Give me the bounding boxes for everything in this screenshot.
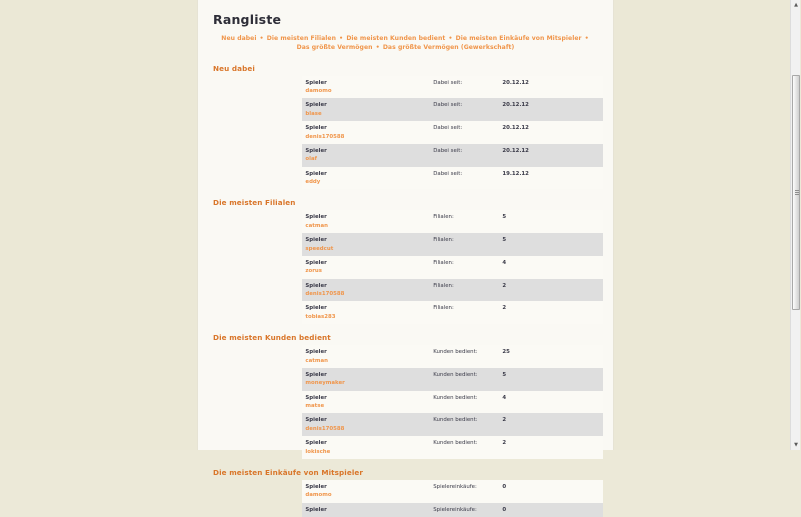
player-name-link[interactable]: tobias283 bbox=[305, 313, 336, 320]
player-cell bbox=[302, 98, 388, 121]
metric-value-cell bbox=[499, 256, 603, 279]
table-row bbox=[208, 503, 603, 517]
row-spacer bbox=[208, 144, 302, 167]
table-row bbox=[208, 210, 603, 233]
scroll-down-arrow-icon[interactable]: ▼ bbox=[794, 442, 798, 448]
metric-label-cell: Kunden bedient: bbox=[430, 413, 499, 436]
table-row bbox=[208, 301, 603, 324]
nav-link-3[interactable]: Die meisten Einkäufe von Mitspieler bbox=[455, 35, 582, 42]
player-cell bbox=[302, 391, 388, 414]
player-label: Spieler bbox=[305, 282, 327, 289]
table-row bbox=[208, 76, 603, 99]
player-label: Spieler bbox=[305, 349, 327, 356]
metric-value: 25 bbox=[502, 349, 510, 356]
row-spacer bbox=[208, 503, 302, 517]
row-spacer bbox=[208, 279, 302, 302]
player-label: Spieler bbox=[305, 506, 327, 513]
player-cell bbox=[302, 480, 388, 503]
metric-label-cell: Kunden bedient: bbox=[430, 368, 499, 391]
metric-value: 4 bbox=[502, 259, 507, 266]
player-name-link[interactable]: denis170588 bbox=[305, 425, 345, 432]
nav-link-5[interactable]: Das größte Vermögen (Gewerkschaft) bbox=[382, 43, 515, 51]
row-spacer bbox=[208, 413, 302, 436]
ranking-table-3 bbox=[208, 480, 603, 517]
metric-label-cell: Kunden bedient: bbox=[430, 436, 499, 459]
row-gap bbox=[389, 413, 430, 436]
table-row bbox=[208, 167, 603, 190]
metric-value-cell bbox=[499, 210, 603, 233]
metric-value-cell bbox=[499, 121, 603, 144]
metric-value: 2 bbox=[502, 305, 507, 312]
metric-label-cell: Filialen: bbox=[430, 210, 499, 233]
row-gap bbox=[389, 368, 430, 391]
section-heading-3: Die meisten Einkäufe von Mitspieler bbox=[213, 467, 364, 477]
row-spacer bbox=[208, 210, 302, 233]
scroll-up-arrow-icon[interactable]: ▲ bbox=[794, 2, 798, 8]
metric-label-cell: Spielereinkäufe: bbox=[430, 480, 499, 503]
player-cell bbox=[302, 167, 388, 190]
scrollbar-thumb-grip-icon bbox=[795, 190, 799, 195]
metric-value: 2 bbox=[502, 417, 507, 424]
table-row bbox=[208, 480, 603, 503]
metric-value: 20.12.12 bbox=[502, 102, 529, 109]
row-spacer bbox=[208, 368, 302, 391]
player-name-link[interactable]: matse bbox=[305, 403, 325, 410]
metric-label-cell: Filialen: bbox=[430, 233, 499, 256]
table-row bbox=[208, 98, 603, 121]
metric-value-cell bbox=[499, 480, 603, 503]
row-gap bbox=[389, 98, 430, 121]
metric-value: 5 bbox=[502, 214, 507, 221]
metric-label-cell: Dabei seit: bbox=[430, 76, 499, 99]
metric-value: 20.12.12 bbox=[502, 125, 529, 132]
table-row bbox=[208, 233, 603, 256]
metric-value-cell bbox=[499, 413, 603, 436]
metric-label-cell: Dabei seit: bbox=[430, 121, 499, 144]
row-spacer bbox=[208, 233, 302, 256]
row-gap bbox=[389, 233, 430, 256]
row-gap bbox=[389, 436, 430, 459]
table-row bbox=[208, 256, 603, 279]
section-heading-0: Neu dabei bbox=[213, 63, 255, 73]
row-gap bbox=[389, 144, 430, 167]
section-heading-1: Die meisten Filialen bbox=[213, 198, 296, 208]
metric-value-cell bbox=[499, 368, 603, 391]
metric-label-cell: Dabei seit: bbox=[430, 98, 499, 121]
row-spacer bbox=[208, 345, 302, 368]
player-name-link[interactable]: damomo bbox=[305, 88, 332, 95]
ranking-table-1 bbox=[208, 210, 603, 324]
player-cell bbox=[302, 279, 388, 302]
section-nav bbox=[208, 35, 603, 55]
metric-value-cell bbox=[499, 144, 603, 167]
table-row bbox=[208, 436, 603, 459]
player-cell bbox=[302, 256, 388, 279]
player-name-link[interactable]: lokische bbox=[305, 448, 331, 455]
metric-value: 5 bbox=[502, 371, 507, 378]
metric-value-cell bbox=[499, 345, 603, 368]
metric-value-cell bbox=[499, 279, 603, 302]
nav-separator: • bbox=[582, 35, 589, 42]
nav-separator: • bbox=[337, 35, 346, 42]
metric-value: 4 bbox=[502, 394, 507, 401]
metric-label-cell: Dabei seit: bbox=[430, 144, 499, 167]
metric-value-cell bbox=[499, 301, 603, 324]
nav-link-4[interactable]: Das größte Vermögen bbox=[296, 43, 373, 51]
metric-value: 2 bbox=[502, 440, 507, 447]
nav-separator: • bbox=[446, 35, 455, 42]
metric-value-cell bbox=[499, 98, 603, 121]
player-cell bbox=[302, 144, 388, 167]
metric-value: 0 bbox=[502, 483, 507, 490]
player-cell bbox=[302, 76, 388, 99]
metric-value: 19.12.12 bbox=[502, 170, 529, 177]
metric-value-cell bbox=[499, 76, 603, 99]
page-background-right bbox=[615, 0, 790, 450]
metric-value-cell bbox=[499, 436, 603, 459]
player-label: Spieler bbox=[305, 214, 327, 221]
table-row bbox=[208, 368, 603, 391]
ranking-table-0 bbox=[208, 76, 603, 190]
metric-value: 20.12.12 bbox=[502, 147, 529, 154]
metric-label-cell: Filialen: bbox=[430, 256, 499, 279]
row-spacer bbox=[208, 256, 302, 279]
row-gap bbox=[389, 121, 430, 144]
metric-label-cell: Kunden bedient: bbox=[430, 345, 499, 368]
player-cell bbox=[302, 413, 388, 436]
player-name-link[interactable]: moneymaker bbox=[305, 380, 345, 387]
player-cell bbox=[302, 368, 388, 391]
player-label: Spieler bbox=[305, 237, 327, 244]
player-label: Spieler bbox=[305, 79, 327, 86]
row-gap bbox=[389, 167, 430, 190]
player-label: Spieler bbox=[305, 305, 327, 312]
table-row bbox=[208, 121, 603, 144]
player-name-link[interactable]: denis170588 bbox=[305, 133, 345, 140]
row-spacer bbox=[208, 121, 302, 144]
row-spacer bbox=[208, 301, 302, 324]
metric-label-cell: Dabei seit: bbox=[430, 167, 499, 190]
player-name-link[interactable]: eddy bbox=[305, 179, 321, 186]
metric-label-cell: Filialen: bbox=[430, 279, 499, 302]
player-name-link[interactable]: blase bbox=[305, 110, 322, 117]
metric-value: 0 bbox=[502, 506, 507, 513]
row-spacer bbox=[208, 98, 302, 121]
row-spacer bbox=[208, 480, 302, 503]
player-name-link[interactable]: damomo bbox=[305, 492, 332, 499]
row-gap bbox=[389, 210, 430, 233]
player-name-link[interactable]: speedcut bbox=[305, 245, 334, 252]
player-name-link[interactable]: denis170588 bbox=[305, 291, 345, 298]
metric-value-cell bbox=[499, 167, 603, 190]
player-cell bbox=[302, 436, 388, 459]
metric-label-cell: Filialen: bbox=[430, 301, 499, 324]
metric-value-cell bbox=[499, 503, 603, 517]
row-gap bbox=[389, 503, 430, 517]
row-gap bbox=[389, 256, 430, 279]
nav-link-2[interactable]: Die meisten Kunden bedient bbox=[346, 35, 446, 42]
player-label: Spieler bbox=[305, 147, 327, 154]
player-label: Spieler bbox=[305, 417, 327, 424]
player-cell bbox=[302, 210, 388, 233]
section-heading-2: Die meisten Kunden bedient bbox=[213, 333, 331, 343]
table-row bbox=[208, 345, 603, 368]
player-label: Spieler bbox=[305, 394, 327, 401]
rankings-container bbox=[208, 64, 603, 517]
row-spacer bbox=[208, 436, 302, 459]
row-gap bbox=[389, 480, 430, 503]
scrollbar-thumb[interactable] bbox=[792, 75, 800, 310]
metric-value-cell bbox=[499, 233, 603, 256]
player-label: Spieler bbox=[305, 483, 327, 490]
nav-link-0[interactable]: Neu dabei bbox=[221, 35, 257, 42]
row-spacer bbox=[208, 167, 302, 190]
player-cell bbox=[302, 233, 388, 256]
player-cell bbox=[302, 301, 388, 324]
player-label: Spieler bbox=[305, 170, 327, 177]
player-label: Spieler bbox=[305, 125, 327, 132]
row-gap bbox=[389, 76, 430, 99]
metric-value: 5 bbox=[502, 237, 507, 244]
player-cell bbox=[302, 345, 388, 368]
row-gap bbox=[389, 279, 430, 302]
metric-label-cell: Kunden bedient: bbox=[430, 391, 499, 414]
player-label: Spieler bbox=[305, 102, 327, 109]
content-panel bbox=[197, 0, 614, 513]
row-gap bbox=[389, 391, 430, 414]
table-row bbox=[208, 144, 603, 167]
metric-value-cell bbox=[499, 391, 603, 414]
row-spacer bbox=[208, 391, 302, 414]
player-name-link[interactable]: catman bbox=[305, 357, 328, 364]
vertical-scrollbar[interactable] bbox=[790, 0, 800, 450]
metric-label-cell: Spielereinkäufe: bbox=[430, 503, 499, 517]
nav-separator: • bbox=[373, 43, 382, 51]
player-label: Spieler bbox=[305, 259, 327, 266]
player-name-link[interactable]: olaf bbox=[305, 156, 317, 163]
row-spacer bbox=[208, 76, 302, 99]
ranking-table-2 bbox=[208, 345, 603, 459]
table-row bbox=[208, 391, 603, 414]
page-title: Rangliste bbox=[213, 12, 282, 27]
player-label: Spieler bbox=[305, 371, 327, 378]
player-cell bbox=[302, 121, 388, 144]
player-label: Spieler bbox=[305, 440, 327, 447]
row-gap bbox=[389, 301, 430, 324]
metric-value: 2 bbox=[502, 282, 507, 289]
nav-link-1[interactable]: Die meisten Filialen bbox=[266, 35, 337, 42]
table-row bbox=[208, 413, 603, 436]
player-name-link[interactable]: zorus bbox=[305, 268, 322, 275]
player-cell bbox=[302, 503, 388, 517]
metric-value: 20.12.12 bbox=[502, 79, 529, 86]
player-name-link[interactable]: catman bbox=[305, 222, 328, 229]
table-row bbox=[208, 279, 603, 302]
row-gap bbox=[389, 345, 430, 368]
nav-separator: • bbox=[257, 35, 266, 42]
